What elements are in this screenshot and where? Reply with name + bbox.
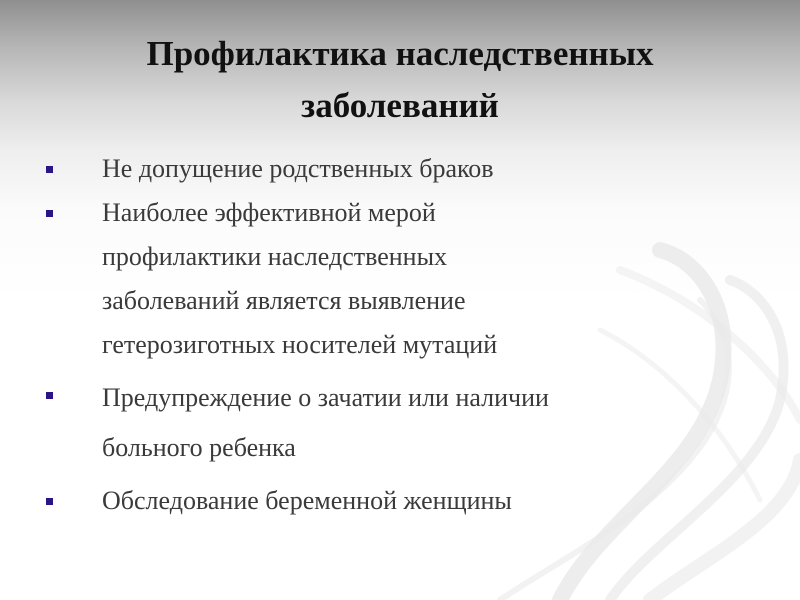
bullet-item	[40, 191, 740, 367]
bullet-item	[40, 373, 740, 473]
bullet-text: Наиболее эффективной мерой	[102, 198, 436, 227]
bullet-text: Обследование беременной женщины	[102, 486, 512, 515]
square-bullet-icon	[46, 166, 53, 173]
bullet-text: заболеваний является выявление	[102, 286, 466, 315]
bullet-item	[40, 479, 740, 523]
slide-title-line-2: заболеваний	[301, 86, 499, 125]
square-bullet-icon	[46, 498, 53, 505]
bullet-list	[40, 147, 740, 523]
square-bullet-icon	[46, 392, 53, 399]
slide-title	[40, 28, 760, 132]
bullet-text: профилактики наследственных	[102, 242, 448, 271]
bullet-text: гетерозиготных носителей мутаций	[102, 330, 498, 359]
bullet-text: Не допущение родственных браков	[102, 154, 494, 183]
bullet-text: Предупреждение о зачатии или наличии	[102, 383, 549, 412]
square-bullet-icon	[46, 210, 53, 217]
bullet-item	[40, 147, 740, 191]
slide-title-line-1: Профилактика наследственных	[146, 34, 654, 73]
bullet-text: больного ребенка	[102, 433, 296, 462]
